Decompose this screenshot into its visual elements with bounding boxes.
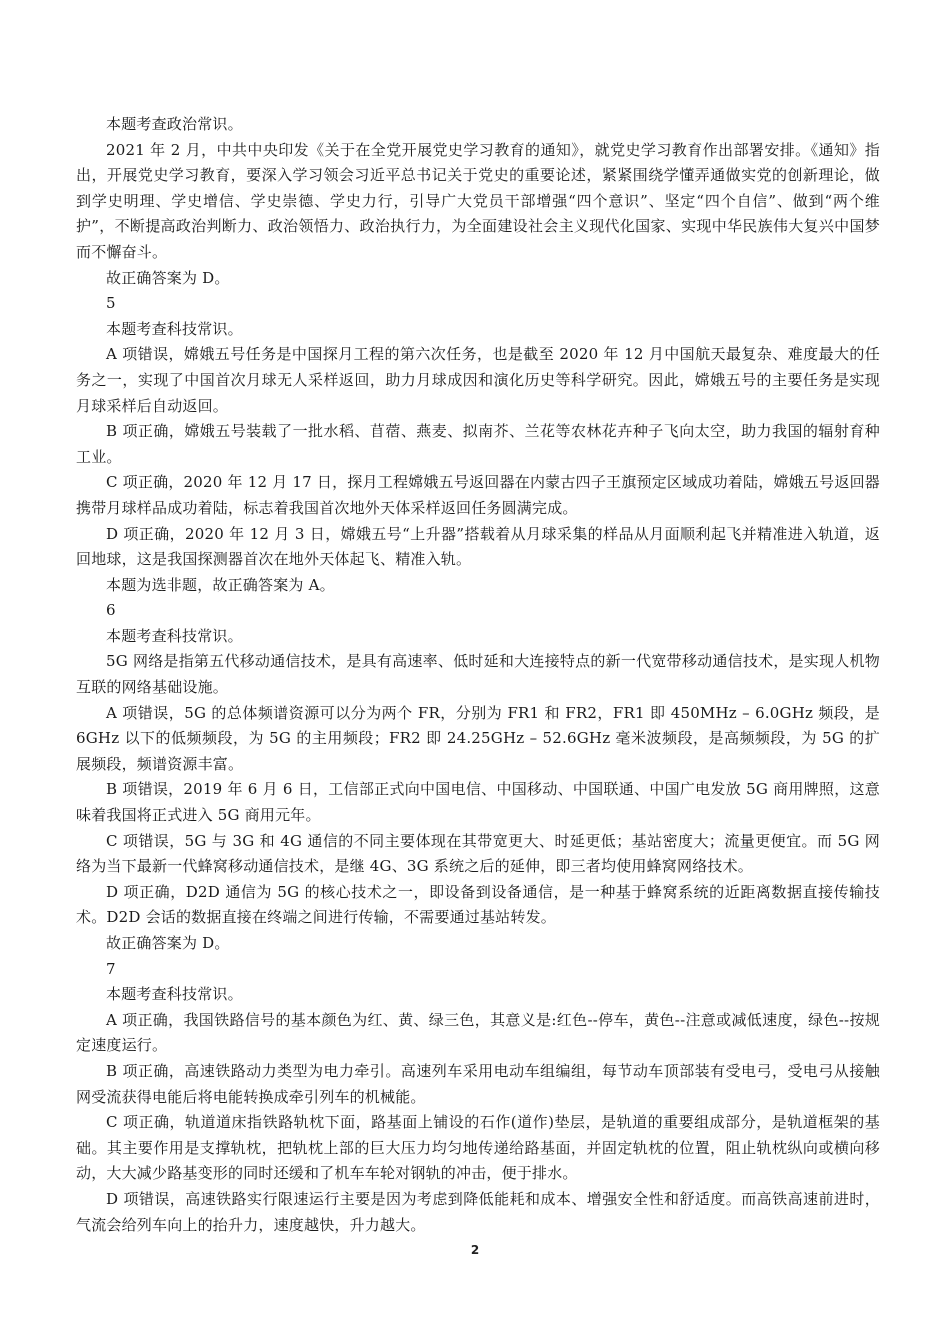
paragraph: 本题考查科技常识。 [106, 626, 243, 645]
paragraph: 本题考查政治常识。 [106, 115, 243, 133]
paragraph: 2021 年 2 月，中共中央印发《关于在全党开展党史学习教育的通知》，就党史学习教育作出部署安排。《通知》指出，开展党史学习教育，要深入学习领会习近平总书记关于党史的重要论述，紧紧围绕学懂弄通做实党的创新理论，做到学史明理、学史增信、学史崇德、学史力行，引导广大党员干部增强“四个意识”、坚定“四个自信”、做到“两个维护”，不断提高政治判断力、政治领悟力、政治执行力，为全面建设社会主义现代化国家、实现中华民族伟大复兴中国梦而不懈奋斗。 [76, 140, 880, 261]
paragraph: D 项错误，高速铁路实行限速运行主要是因为考虑到降低能耗和成本、增强安全性和舒适度。而高铁高速前进时，气流会给列车向上的抬升力，速度越快，升力越大。 [76, 1189, 880, 1234]
paragraph: 本题考查科技常识。 [106, 319, 243, 338]
paragraph: B 项正确，高速铁路动力类型为电力牵引。高速列车采用电动车组编组，每节动车顶部装有受电弓，受电弓从接触网受流获得电能后将电能转换成牵引列车的机械能。 [76, 1061, 880, 1106]
question-number: 6 [106, 601, 116, 620]
paragraph: B 项正确，嫦娥五号装载了一批水稻、苜蓿、燕麦、拟南芥、兰花等农林花卉种子飞向太空，助力我国的辐射育种工业。 [76, 422, 880, 466]
paragraph: 故正确答案为 D。 [106, 268, 230, 287]
question-number: 7 [106, 959, 116, 978]
paragraph: A 项正确，我国铁路信号的基本颜色为红、黄、绿三色，其意义是:红色--停车，黄色--注意或减低速度，绿色--按规定速度运行。 [76, 1010, 880, 1055]
paragraph: C 项正确，轨道道床指铁路轨枕下面，路基面上铺设的石作(道作)垫层，是轨道的重要组成部分，是轨道框架的基础。其主要作用是支撑轨枕，把轨枕上部的巨大压力均匀地传递给路基面，并固定轨枕的位置，阻止轨枕纵向或横向移动，大大减少路基变形的同时还缓和了机车车轮对钢轨的冲击，便于排水。 [76, 1113, 880, 1183]
page-number: 2 [470, 1243, 480, 1257]
paragraph: D 项正确，2020 年 12 月 3 日，嫦娥五号“上升器”搭载着从月球采集的样品从月面顺利起飞并精准进入轨道，返回地球，这是我国探测器首次在地外天体起飞、精准入轨。 [76, 524, 880, 569]
paragraph: 本题为选非题，故正确答案为 A。 [106, 575, 335, 594]
paragraph: 故正确答案为 D。 [106, 934, 230, 952]
question-number: 5 [106, 294, 116, 313]
document-body [76, 112, 880, 1238]
paragraph: C 项错误，5G 与 3G 和 4G 通信的不同主要体现在其带宽更大、时延更低；基站密度大；流量更便宜。而 5G 网络为当下最新一代蜂窝移动通信技术，是继 4G、3G 系统之后的延伸，即三者均使用蜂窝网络技术。 [76, 831, 880, 876]
paragraph: C 项正确，2020 年 12 月 17 日，探月工程嫦娥五号返回器在内蒙古四子王旗预定区域成功着陆，嫦娥五号返回器携带月球样品成功着陆，标志着我国首次地外天体采样返回任务圆满完成。 [76, 473, 880, 517]
paragraph: A 项错误，嫦娥五号任务是中国探月工程的第六次任务，也是截至 2020 年 12 月中国航天最复杂、难度最大的任务之一，实现了中国首次月球无人采样返回，助力月球成因和演化历史等科学研究。因此，嫦娥五号的主要任务是实现月球采样后自动返回。 [76, 345, 880, 415]
paragraph: B 项错误，2019 年 6 月 6 日，工信部正式向中国电信、中国移动、中国联通、中国广电发放 5G 商用牌照，这意味着我国将正式进入 5G 商用元年。 [76, 780, 880, 825]
paragraph: D 项正确，D2D 通信为 5G 的核心技术之一，即设备到设备通信，是一种基于蜂窝系统的近距离数据直接传输技术。D2D 会话的数据直接在终端之间进行传输，不需要通过基站转发。 [76, 882, 880, 927]
paragraph: 5G 网络是指第五代移动通信技术，是具有高速率、低时延和大连接特点的新一代宽带移动通信技术，是实现人机物互联的网络基础设施。 [76, 652, 880, 697]
paragraph: 本题考查科技常识。 [106, 985, 243, 1004]
paragraph: A 项错误，5G 的总体频谱资源可以分为两个 FR，分别为 FR1 和 FR2，FR1 即 450MHz – 6.0GHz 频段，是 6GHz 以下的低频频段，为 5G 的主用频段；FR2 即 24.25GHz – 52.6GHz 毫米波频段，是高频频段，为 5G 的扩展频段，频谱资源丰富。 [76, 703, 880, 773]
